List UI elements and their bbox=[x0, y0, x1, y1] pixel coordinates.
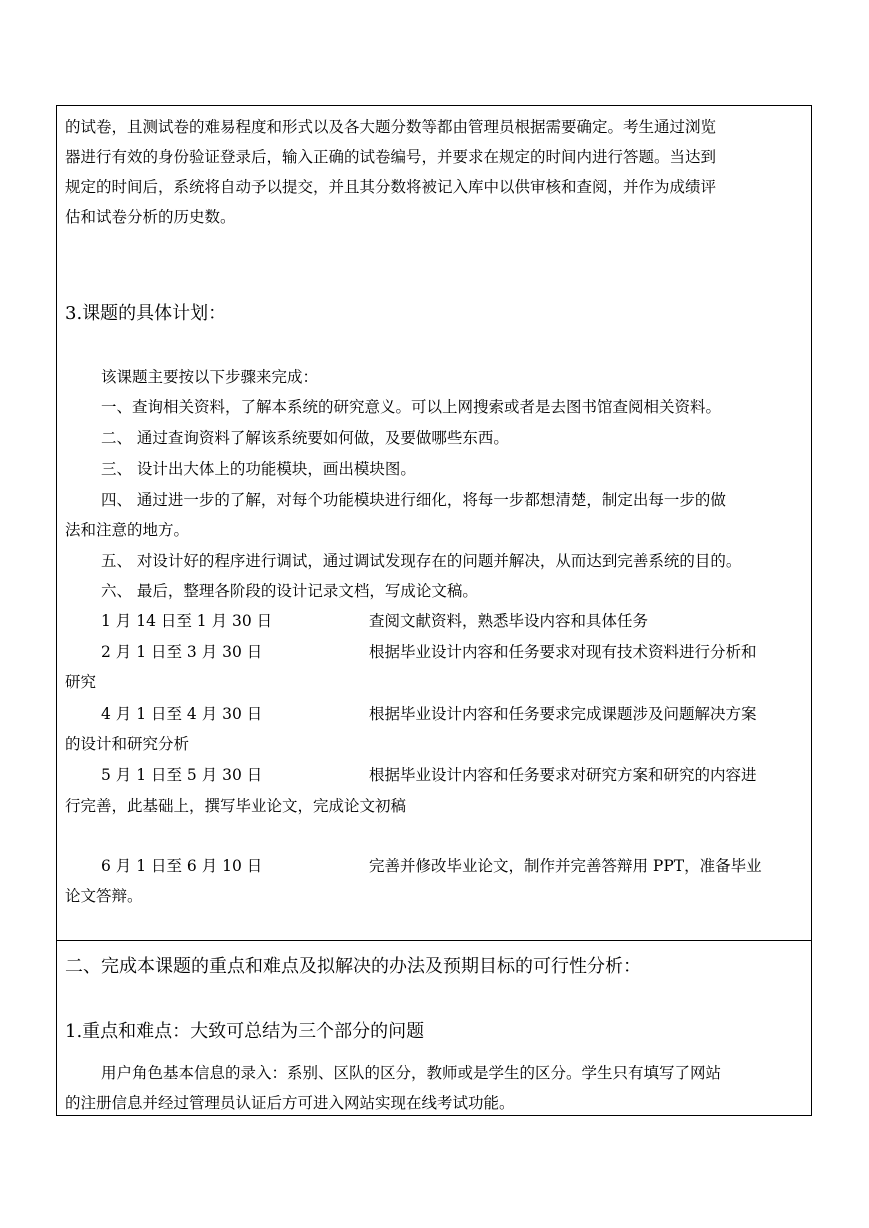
section-divider bbox=[57, 940, 811, 941]
step-5: 五、 对设计好的程序进行调试，通过调试发现存在的问题并解决，从而达到完善系统的目的。 bbox=[101, 552, 742, 570]
section-3-heading: 3.课题的具体计划： bbox=[65, 303, 227, 324]
step-1: 一、查询相关资料，了解本系统的研究意义。可以上网搜索或者是去图书馆查阅相关资料。 bbox=[101, 398, 722, 416]
form-table bbox=[56, 105, 812, 1116]
intro-line-4: 估和试卷分析的历史数。 bbox=[65, 208, 236, 226]
schedule-task-5: 完善并修改毕业论文，制作并完善答辩用 PPT，准备毕业 bbox=[369, 857, 762, 875]
schedule-date-3: 4 月 1 日至 4 月 30 日 bbox=[101, 705, 263, 723]
steps-intro: 该课题主要按以下步骤来完成： bbox=[101, 368, 319, 386]
subsection-1-text-1: 用户角色基本信息的录入：系别、区队的区分，教师或是学生的区分。学生只有填写了网站 bbox=[101, 1064, 722, 1082]
step-6: 六、 最后，整理各阶段的设计记录文档，写成论文稿。 bbox=[101, 582, 478, 600]
schedule-date-1: 1 月 14 日至 1 月 30 日 bbox=[101, 612, 273, 630]
intro-line-1: 的试卷，且测试卷的难易程度和形式以及各大题分数等都由管理员根据需要确定。考生通过浏览 bbox=[65, 118, 717, 136]
intro-line-2: 器进行有效的身份验证登录后，输入正确的试卷编号，并要求在规定的时间内进行答题。当达到 bbox=[65, 148, 717, 166]
step-4-cont: 法和注意的地方。 bbox=[65, 521, 190, 539]
schedule-date-4: 5 月 1 日至 5 月 30 日 bbox=[101, 766, 263, 784]
schedule-task-4-cont: 行完善，此基础上，撰写毕业论文，完成论文初稿 bbox=[65, 797, 407, 815]
subsection-1-text-2: 的注册信息并经过管理员认证后方可进入网站实现在线考试功能。 bbox=[65, 1094, 515, 1112]
schedule-task-3-cont: 的设计和研究分析 bbox=[65, 735, 190, 753]
schedule-date-5: 6 月 1 日至 6 月 10 日 bbox=[101, 857, 263, 875]
schedule-task-1: 查阅文献资料，熟悉毕设内容和具体任务 bbox=[369, 612, 649, 630]
intro-line-3: 规定的时间后，系统将自动予以提交，并且其分数将被记入库中以供审核和查阅，并作为成绩评 bbox=[65, 178, 717, 196]
schedule-task-2-cont: 研究 bbox=[65, 673, 97, 691]
step-4: 四、 通过进一步的了解，对每个功能模块进行细化，将每一步都想清楚，制定出每一步的做 bbox=[101, 491, 726, 509]
schedule-task-5-cont: 论文答辩。 bbox=[65, 887, 143, 905]
schedule-task-3: 根据毕业设计内容和任务要求完成课题涉及问题解决方案 bbox=[369, 705, 757, 723]
schedule-task-2: 根据毕业设计内容和任务要求对现有技术资料进行分析和 bbox=[369, 643, 757, 661]
section-2-heading: 二、完成本课题的重点和难点及拟解决的办法及预期目标的可行性分析： bbox=[65, 956, 641, 977]
schedule-task-4: 根据毕业设计内容和任务要求对研究方案和研究的内容进 bbox=[369, 766, 757, 784]
subsection-1-heading: 1.重点和难点：大致可总结为三个部分的问题 bbox=[65, 1021, 425, 1042]
schedule-date-2: 2 月 1 日至 3 月 30 日 bbox=[101, 643, 263, 661]
step-2: 二、 通过查询资料了解该系统要如何做，及要做哪些东西。 bbox=[101, 429, 509, 447]
step-3: 三、 设计出大体上的功能模块，画出模块图。 bbox=[101, 460, 416, 478]
